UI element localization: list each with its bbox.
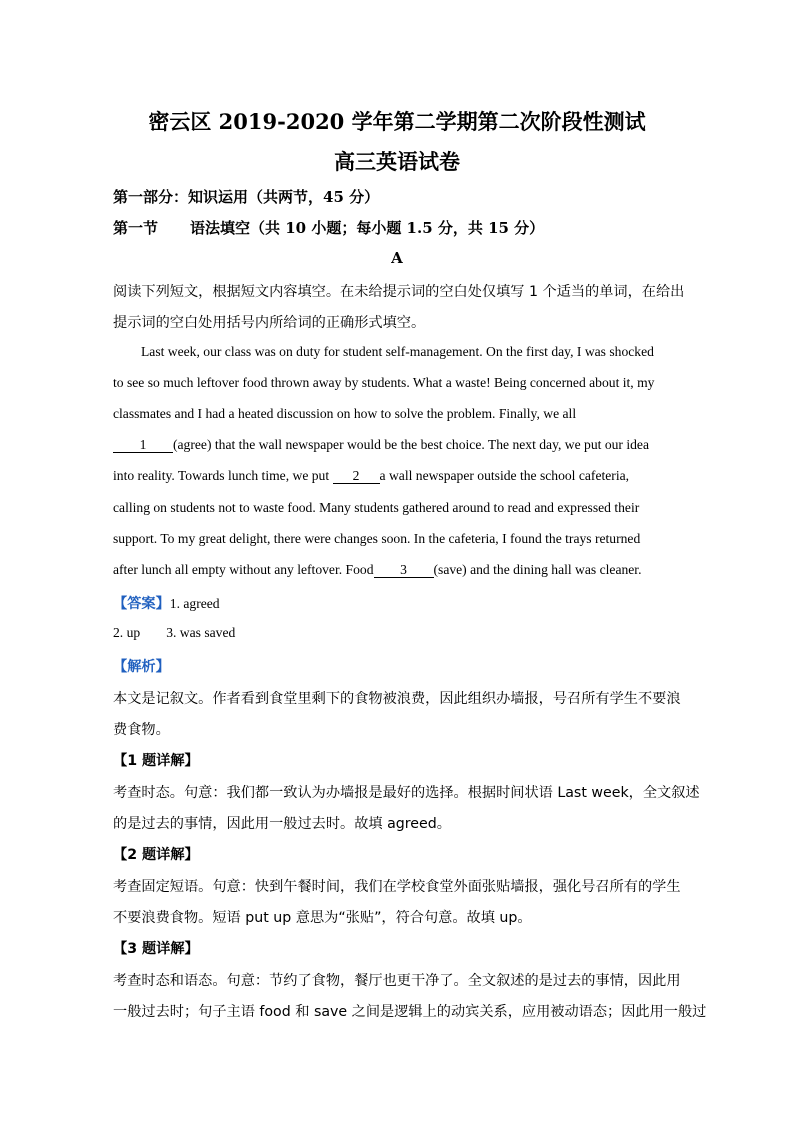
blank-2: 2 — [333, 469, 380, 484]
passage-line: to see so much leftover food thrown away by students. What a waste! Being concerned about it, my — [113, 375, 655, 390]
passage-line: classmates and I had a heated discussion on how to solve the problem. Finally, we all — [113, 406, 577, 421]
passage-line: Last week, our class was on duty for student self-management. On the first day, I was shocked — [141, 344, 654, 359]
q1-line: 的是过去的事情，因此用一般过去时。故填 agreed。 — [113, 816, 451, 832]
analysis-line: 费食物。 — [113, 722, 170, 738]
answer-label: 【答案】 — [113, 596, 170, 612]
instruction-line: 阅读下列短文，根据短文内容填空。在未给提示词的空白处仅填写 1 个适当的单词，在给出 — [113, 284, 685, 300]
instruction-line: 提示词的空白处用括号内所给词的正确形式填空。 — [113, 315, 426, 331]
q1-label: 【1 题详解】 — [113, 753, 199, 769]
passage-text: (save) and the dining hall was cleaner. — [433, 562, 642, 577]
section-description: 语法填空（共 10 小题；每小题 1.5 分，共 15 分） — [190, 219, 545, 237]
passage-line — [113, 562, 641, 578]
document-title: 密云区 2019-2020 学年第二学期第二次阶段性测试 — [148, 109, 646, 134]
answer-line — [113, 593, 220, 613]
document-subtitle: 高三英语试卷 — [334, 149, 460, 174]
q2-line: 不要浪费食物。短语 put up 意思为“张贴”，符合句意。故填 up。 — [113, 910, 532, 926]
blank-1: 1 — [113, 438, 173, 453]
passage-text: after lunch all empty without any leftover. Food — [113, 562, 374, 577]
passage-line: calling on students not to waste food. Many students gathered around to read and expressed their — [113, 500, 640, 515]
passage-letter: A — [391, 249, 403, 267]
q3-line: 一般过去时；句子主语 food 和 save 之间是逻辑上的动宾关系，应用被动语态；因此用一般过 — [113, 1004, 707, 1020]
q3-line: 考查时态和语态。句意：节约了食物，餐厅也更干净了。全文叙述的是过去的事情，因此用 — [113, 973, 681, 989]
answer-2: 2. up — [113, 625, 141, 640]
q1-line: 考查时态。句意：我们都一致认为办墙报是最好的选择。根据时间状语 Last week，全文叙述 — [113, 785, 700, 801]
analysis-line: 本文是记叙文。作者看到食堂里剩下的食物被浪费，因此组织办墙报，号召所有学生不要浪 — [113, 691, 681, 707]
passage-line: support. To my great delight, there were changes soon. In the cafeteria, I found the trays returned — [113, 531, 641, 546]
answer-3: 3. was saved — [166, 625, 236, 640]
q3-label: 【3 题详解】 — [113, 941, 199, 957]
q2-label: 【2 题详解】 — [113, 847, 199, 863]
section-label: 第一节 — [113, 219, 159, 237]
analysis-label: 【解析】 — [113, 659, 170, 675]
answer-1: 1. agreed — [169, 596, 220, 611]
part-heading: 第一部分：知识运用（共两节，45 分） — [113, 188, 380, 206]
passage-text: (agree) that the wall newspaper would be the best choice. The next day, we put our idea — [173, 437, 649, 452]
passage-line — [113, 437, 649, 453]
blank-3: 3 — [374, 563, 434, 578]
passage-text: into reality. Towards lunch time, we put — [113, 468, 333, 483]
section-heading — [113, 217, 544, 238]
answer-line — [113, 625, 235, 641]
passage-text: a wall newspaper outside the school cafeteria, — [379, 468, 630, 483]
passage-line — [113, 468, 629, 484]
q2-line: 考查固定短语。句意：快到午餐时间，我们在学校食堂外面张贴墙报，强化号召所有的学生 — [113, 879, 681, 895]
